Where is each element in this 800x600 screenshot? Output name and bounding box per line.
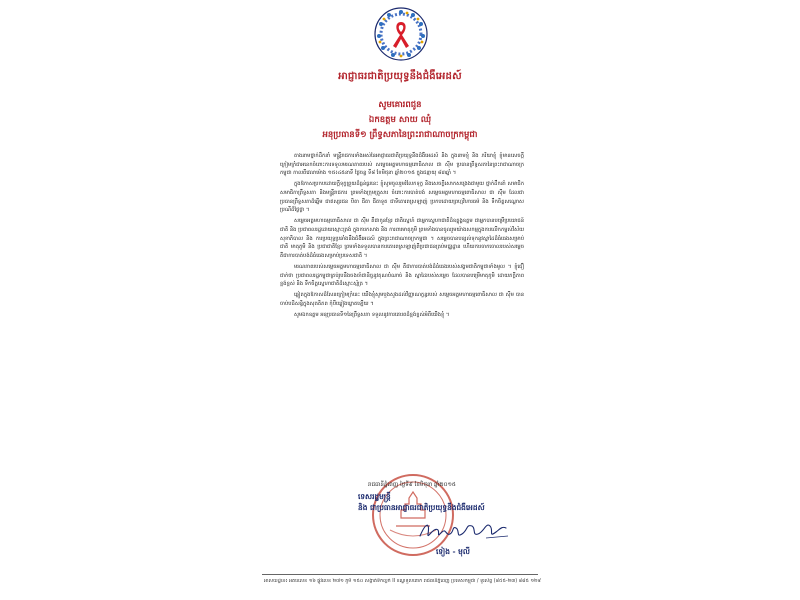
- footer-divider: [262, 574, 538, 575]
- footer-address: អាសយដ្ឋាន៖ អគារលេខ ១៦ ផ្លូវលេខ ២៧១ ភូមិ ១៥០ សង្កាត់ទឹកល្អក់ II ខណ្ឌទួលគោក រាជធានីភ្នំពេញ ប្រទេសកម្ពុជា / ទូរស័ព្ទ (៨៥៥-២៣) ៨៨៥ ១២៩: [264, 579, 542, 584]
- recipient-title: អនុប្រធានទី១ ព្រឹទ្ធសភានៃព្រះរាជាណាចក្រកម្ពុជា: [322, 130, 478, 140]
- date-line: រាជធានីភ្នំពេញ ថ្ងៃទី៩ ខែមិថុនា ឆ្នាំ២០១៥: [368, 482, 456, 488]
- organization-name: អាជ្ញាធរជាតិប្រយុទ្ធនឹងជំងឺអេដស៍: [338, 71, 462, 82]
- signatory-title: [358, 491, 485, 513]
- letter-body: [280, 152, 524, 322]
- letter-paper: [248, 0, 552, 600]
- signatory-title-line2: និង ជាប្រធានអាជ្ញាធរជាតិប្រយុទ្ធនឹងជំងឺអេដស៍: [358, 503, 485, 512]
- body-paragraph: សូមឯកឧត្តម អនុប្រធានទី១នៃព្រឹទ្ធសភា ទទួលនូវការគោរពដ៏ខ្ពង់ខ្ពស់អំពីយើងខ្ញុំ ។: [294, 312, 450, 319]
- aids-ribbon-logo-icon: [373, 6, 429, 62]
- body-paragraph: តាងនាមថ្នាក់ដឹកនាំ មន្ត្រីរាជការទាំងអស់នៃអាជ្ញាធរជាតិប្រយុទ្ធនឹងជំងឺអេដស៍ និង ក្នុងនាមខ្ញុំ និង ភរិយាខ្ញុំ ខ្ញុំមានសេចក្តីក្រៀមក្រំជាអនេកចំពោះការទទួលមរណភាពរបស់ សម្តេចអគ្គមហាធម្មពោធិសាល ជា ស៊ីម ប្រធានព្រឹទ្ធសភានៃព្រះរាជាណាចក្រកម្ពុជា កាលពីវេលាម៉ោង ១៥៖៤៥នាទី ថ្ងៃចន្ទ ទី៨ ខែមិថុនា ឆ្នាំ២០១៥ ក្នុងជន្មាយុ ៨៣ឆ្នាំ ។: [280, 153, 524, 177]
- body-paragraph: សម្តេចអគ្គមហាធម្មពោធិសាល ជា ស៊ីម គឺជាកូនខ្មែរ ជាតិស្នេហ៍ ជាអ្នកស្នេហាជាតិដ៏ឧត្តុង្គឧត្តម ជាអ្នកបានបម្រើប្រយោជន៍ជាតិ និង ប្រជាពលរដ្ឋដោយស្មោះត្រង់ ក្នុងការកសាង និង ការពារមាតុភូមិ ព្រមទាំងបានចូលរួមយ៉ាងសកម្មក្នុងការលើកកម្ពស់វិស័យសុខាភិបាល និង ការប្រយុទ្ធប្រឆាំងនឹងជំងឺអេដស៍ ក្នុងព្រះរាជាណាចក្រកម្ពុជា ។ សម្តេចបានបន្សល់ទុកនូវស្នាដៃដ៏ធំធេងសម្រាប់ជាតិ មាតុភូមិ និង ប្រជាជាតិខ្មែរ ព្រមទាំងទទួលបានការគោរពស្រឡាញ់ពីប្រជាជនគ្រប់មជ្ឈដ្ឋាន ហើយការចាកចោលរបស់សម្តេច គឺជាការបាត់បង់ដ៏ធំធេងសម្រាប់ប្រទេសជាតិ ។: [280, 218, 525, 259]
- recipient-name: ឯកឧត្តម សាយ ឈុំ: [368, 115, 432, 125]
- body-paragraph: ឆ្លៀតក្នុងឱកាសដ៏សែនក្រៀមក្រំនេះ យើងខ្ញុំសូមបួងសួងដល់វិញ្ញាណក្ខន្ធរបស់ សម្តេចអគ្គមហាធម្មពោធិសាល ជា ស៊ីម បានចាប់បដិសន្ធិក្នុងសុគតិភព កុំបីឃ្លៀងឃ្លាតឡើយ ។: [280, 292, 524, 307]
- body-paragraph: ក្នុងឱកាសប្រកបដោយក្តីទុក្ខព្រួយដ៏ធ្ងន់ធ្ងរនេះ ខ្ញុំសូមចូលរួមរំលែកទុក្ខ និងសេចក្តីសោកសង្រេងជាមួយ ថ្នាក់ដឹកនាំ សមាជិក សមាជិកាព្រឹទ្ធសភា និងមន្ត្រីរាជការ ព្រមទាំងក្រុមគ្រួសារ ចំពោះការបាត់បង់ សម្តេចអគ្គមហាធម្មពោធិសាល ជា ស៊ីម ដែលជា ប្រធានព្រឹទ្ធសភាដ៏ឆ្នើម ជាឥស្សរជន បិតា ជីតា ជីតាទួត ជាទីគោរពស្រឡាញ់ ប្រកបដោយព្រហ្មវិហារធម៌ និង ទឹកចិត្តសណ្តោសប្រណីដ៏ថ្លៃថ្លា ។: [280, 181, 524, 214]
- handwritten-signature-icon: [416, 516, 512, 544]
- salutation: សូមគោរពជូន: [378, 100, 422, 110]
- signer-name: ទៀង - មុលី: [436, 547, 470, 556]
- body-paragraph: មរណភាពរបស់សម្តេចអគ្គមហាធម្មពោធិសាល ជា ស៊ីម គឺជាការបាត់បង់ដ៏ធំធេងរបស់សង្គមជាតិកម្ពុជាទាំងមូល ។ ខ្ញុំជឿជាក់ថា ប្រជាពលរដ្ឋកម្ពុជាគ្រប់រូបនឹងចងចាំជានិច្ចនូវគុណបំណាច់ និង ស្នាដៃរបស់សម្តេច ដែលបានបម្រើមាតុភូមិ ដោយភក្តីភាពខ្ពង់ខ្ពស់ និង ទឹកចិត្តស្នេហាជាតិដ៏ស្មោះស្ម័គ្រ ។: [280, 263, 524, 288]
- signatory-title-line1: ទេសរដ្ឋមន្ត្រី: [358, 492, 391, 501]
- recipient-heading: [248, 98, 552, 143]
